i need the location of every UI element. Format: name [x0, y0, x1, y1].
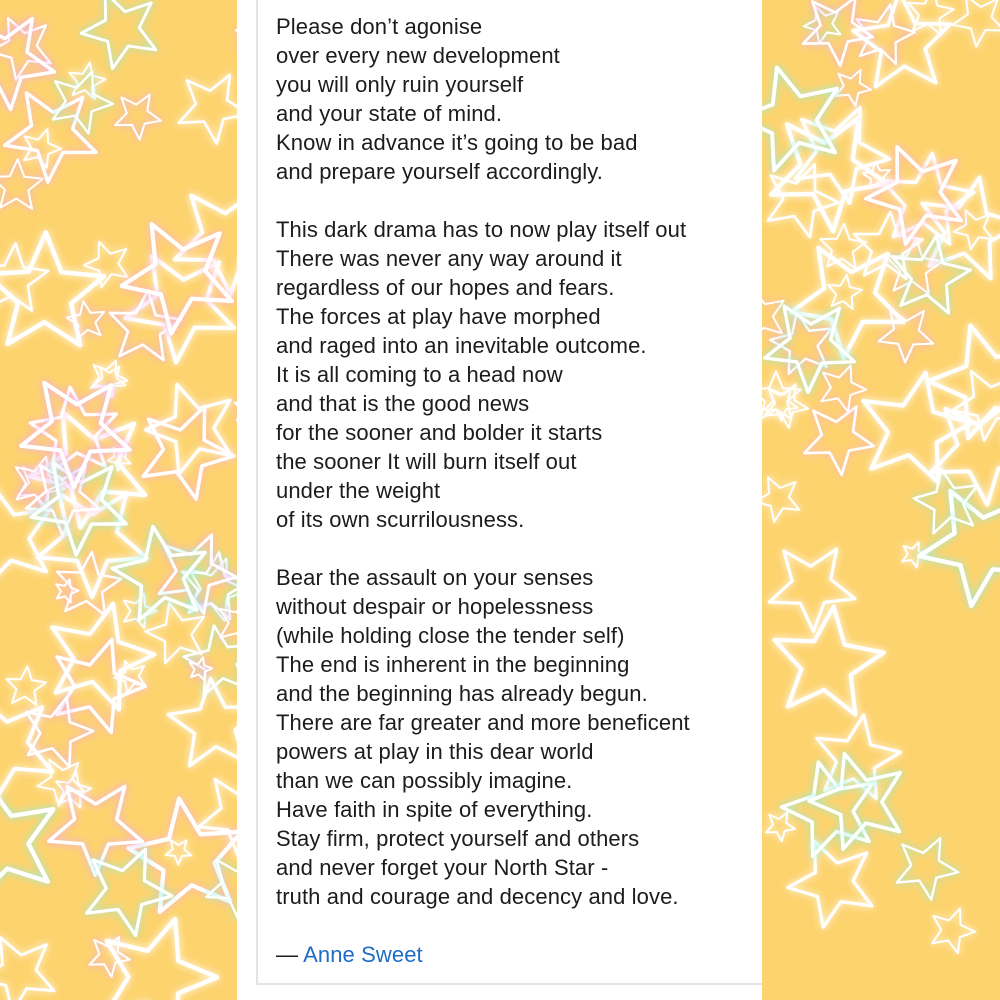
poem-line: There are far greater and more beneficent — [276, 710, 690, 735]
star-icon — [0, 782, 53, 899]
star-icon — [106, 919, 217, 1000]
star-icon — [0, 937, 54, 1000]
star-icon — [0, 159, 43, 209]
poem-line: and your state of mind. — [276, 101, 503, 126]
star-icon — [766, 812, 795, 841]
poem-line: powers at play in this dear world — [276, 739, 594, 764]
star-icon — [828, 275, 862, 309]
poem-line: The end is inherent in the beginning — [276, 652, 630, 677]
star-icon — [856, 5, 914, 65]
poem-line: The forces at play have morphed — [276, 304, 601, 329]
star-icon — [765, 306, 855, 392]
star-icon — [84, 242, 128, 287]
star-icon — [821, 365, 866, 412]
star-icon — [7, 667, 47, 706]
star-icon — [56, 579, 78, 602]
poem-line: truth and courage and decency and love. — [276, 884, 679, 909]
star-icon — [115, 95, 161, 140]
star-icon — [835, 70, 871, 106]
star-icon — [853, 0, 951, 87]
poem-line: and prepare yourself accordingly. — [276, 159, 603, 184]
star-icon — [166, 840, 192, 864]
poem-line: and never forget your North Star - — [276, 855, 609, 880]
poem-line: without despair or hopelessness — [276, 594, 594, 619]
star-icon — [931, 402, 1000, 505]
poem-line: and raged into an inevitable outcome. — [276, 333, 647, 358]
star-icon — [81, 0, 156, 69]
star-icon — [0, 485, 51, 587]
poem-line: and that is the good news — [276, 391, 530, 416]
author-link[interactable]: Anne Sweet — [303, 942, 423, 967]
star-icon — [820, 224, 866, 268]
star-icon — [70, 63, 106, 99]
star-icon — [769, 549, 855, 631]
star-icon — [788, 842, 872, 928]
poem-line: Please don’t agonise — [276, 14, 483, 39]
star-icon — [774, 606, 884, 714]
poem-text — [276, 12, 756, 969]
poem-line: Know in advance it’s going to be bad — [276, 130, 638, 155]
stanza-gap — [276, 534, 756, 563]
star-icon — [87, 849, 172, 935]
poem-line: It is all coming to a head now — [276, 362, 563, 387]
poem-line: you will only ruin yourself — [276, 72, 524, 97]
poem-line: for the sooner and bolder it starts — [276, 420, 603, 445]
star-icon — [795, 107, 889, 203]
signature — [276, 940, 756, 969]
em-dash: — — [276, 942, 304, 967]
poem-line: Stay firm, protect yourself and others — [276, 826, 640, 851]
star-icon — [897, 838, 958, 900]
poem-line: and the beginning has already begun. — [276, 681, 648, 706]
poem-line: There was never any way around it — [276, 246, 622, 271]
poem-line: of its own scurrilousness. — [276, 507, 525, 532]
poem-line: regardless of our hopes and fears. — [276, 275, 615, 300]
star-icon — [952, 0, 1000, 47]
star-icon — [0, 233, 104, 346]
star-icon — [804, 407, 874, 475]
poem-line: Have faith in spite of everything. — [276, 797, 593, 822]
star-icon — [932, 909, 975, 954]
star-icon — [5, 93, 96, 182]
star-icon — [914, 469, 978, 534]
stanza-gap — [276, 186, 756, 215]
poem-line: Bear the assault on your senses — [276, 565, 594, 590]
poem-line: under the weight — [276, 478, 441, 503]
star-icon — [879, 310, 934, 363]
poem-line: (while holding close the tender self) — [276, 623, 625, 648]
star-icon — [0, 243, 48, 310]
poem-line: than we can possibly imagine. — [276, 768, 573, 793]
star-icon — [864, 373, 972, 483]
poem-line: the sooner It will burn itself out — [276, 449, 577, 474]
star-icon — [0, 18, 51, 80]
poem-line: over every new development — [276, 43, 560, 68]
poem-line: This dark drama has to now play itself out — [276, 217, 687, 242]
